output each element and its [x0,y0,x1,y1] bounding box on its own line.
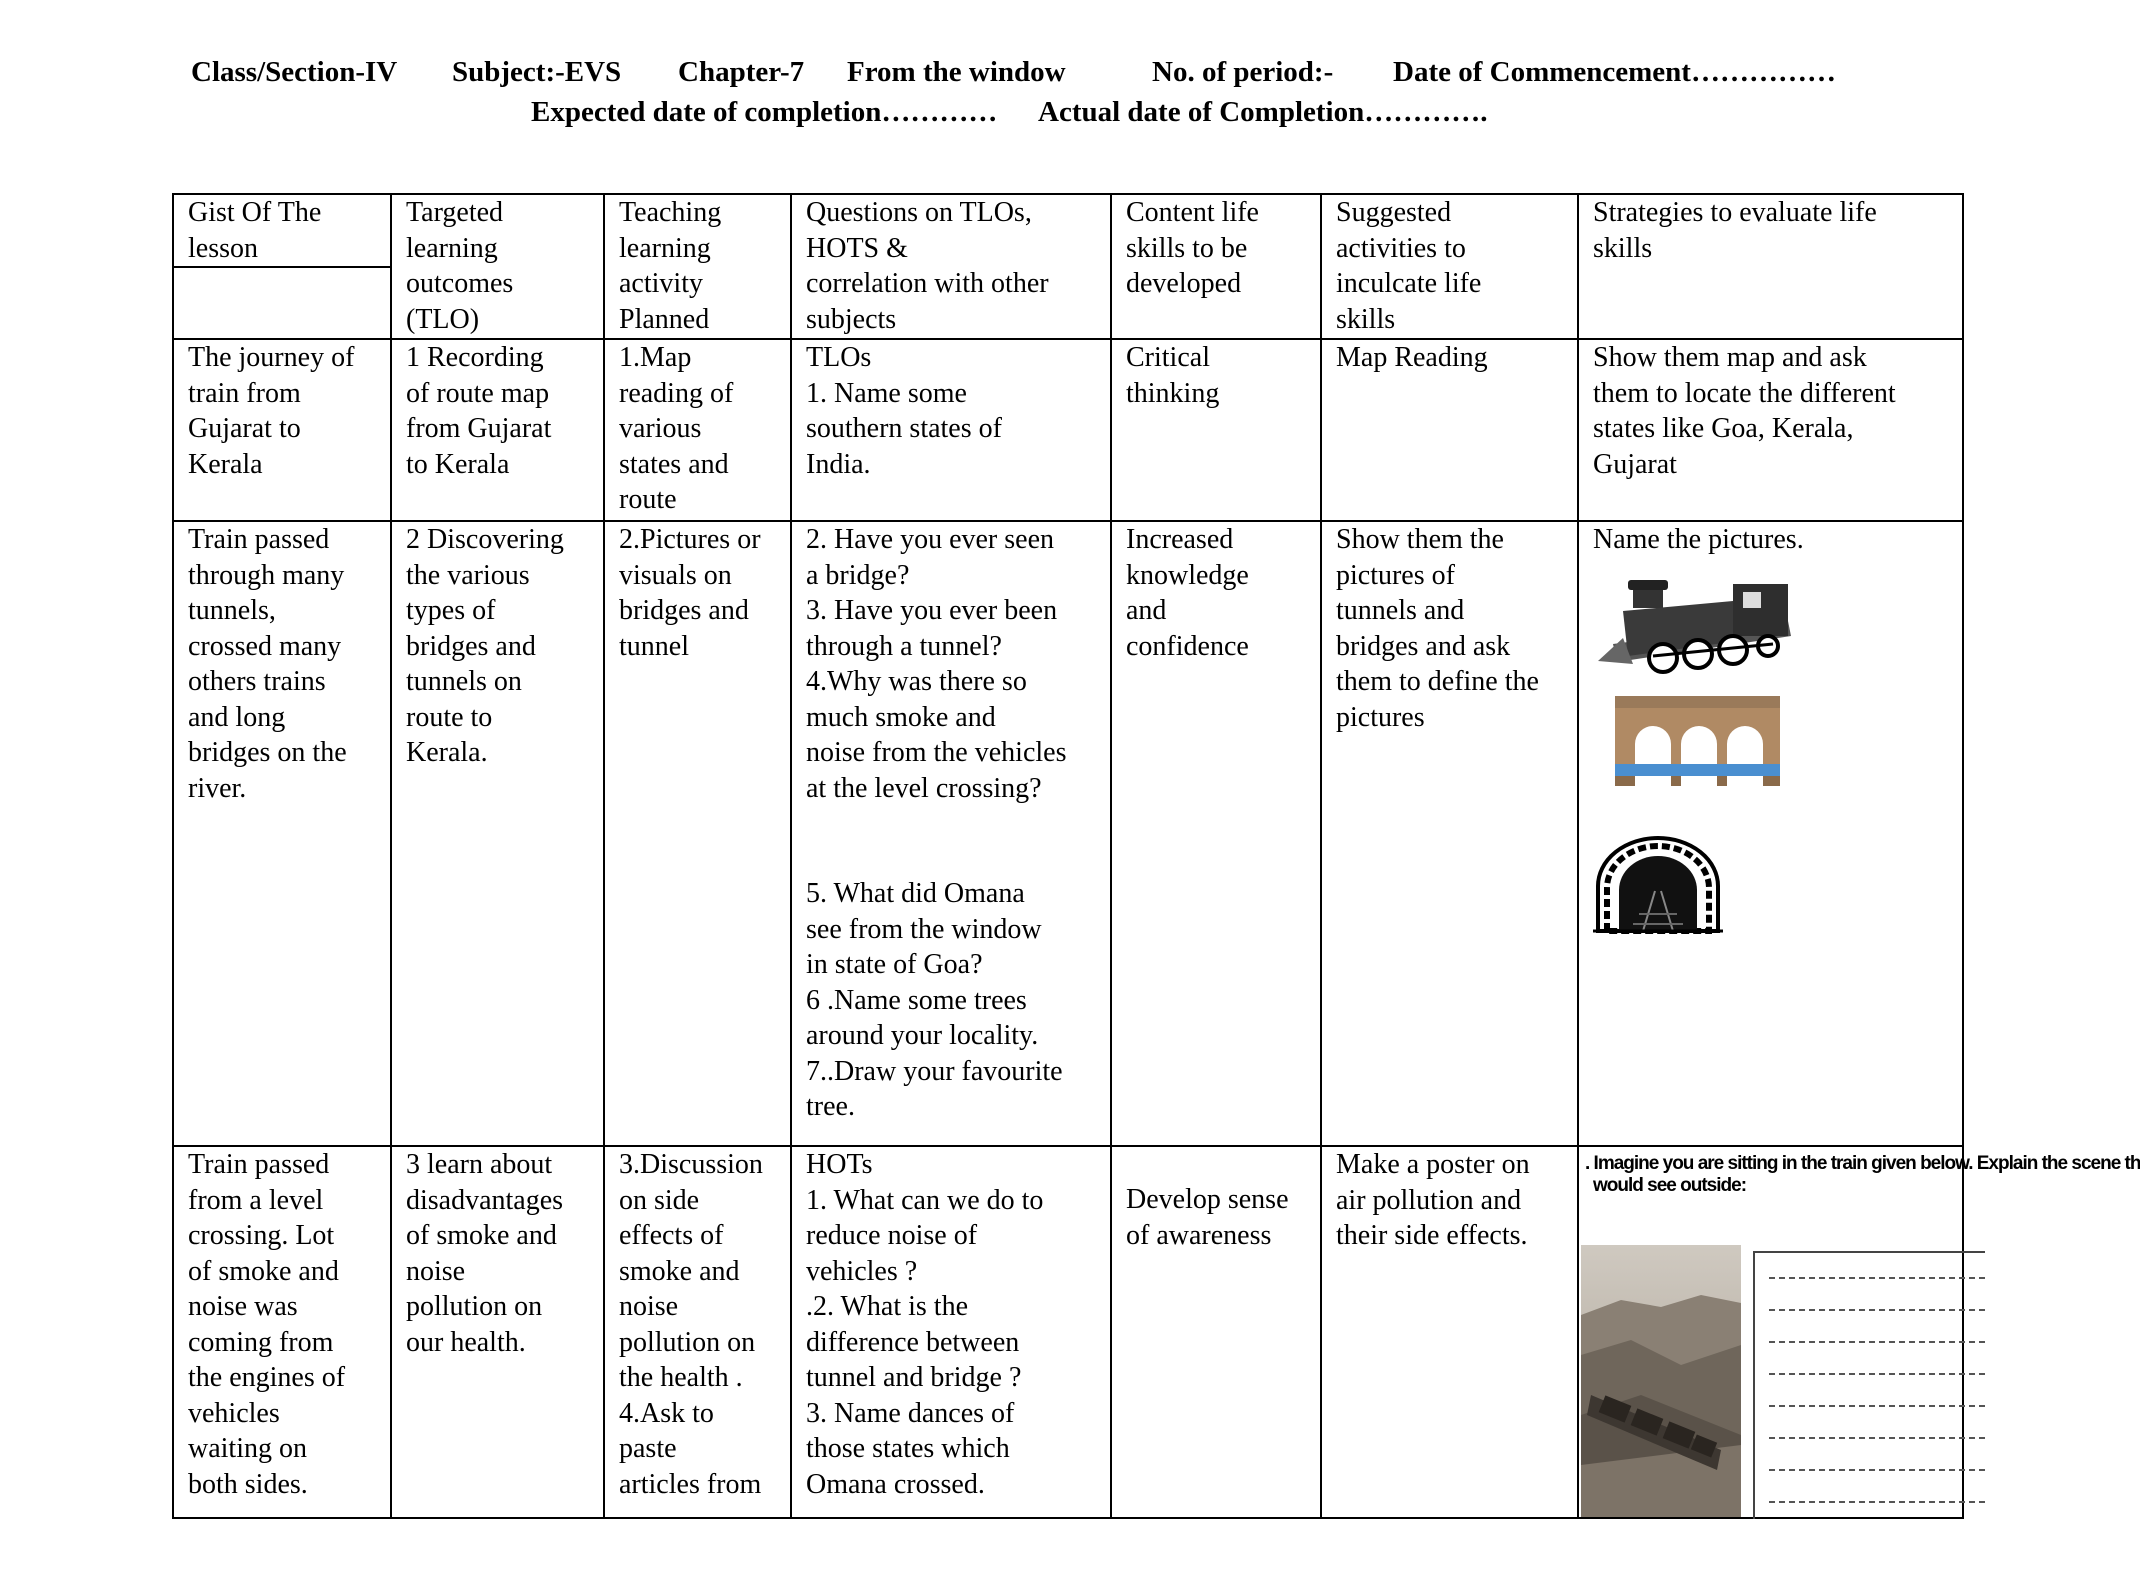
questions-cell: HOTs 1. What can we do to reduce noise of vehicles ? .2. What is the difference between tunnel and bridge ? 3. Name dances of those states which Omana crossed. [791,1146,1111,1518]
suggested-cell: Show them the pictures of tunnels and bridges and ask them to define the pictures [1321,521,1578,1146]
gist-cell: The journey of train from Gujarat to Kerala [173,339,391,521]
column-header-activity: Teaching learning activity Planned [604,194,791,339]
table-header-row [173,194,1963,339]
chapter-title: From the window [847,56,1066,88]
answer-lines [1753,1251,1985,1519]
expected-completion: Expected date of completion………… [531,96,998,128]
strategies-cell [1578,1146,2140,1518]
skills-cell: Increased knowledge and confidence [1111,521,1321,1146]
worksheet-instruction-cont: would see outside: [1593,1175,1747,1196]
suggested-cell: Map Reading [1321,339,1578,521]
lesson-plan-table [172,193,2140,1519]
column-header-suggested: Suggested activities to inculcate life skills [1321,194,1578,339]
railway-tunnel-icon [1593,836,1948,944]
table-row [173,1146,1963,1518]
strategies-cell: Show them map and ask them to locate the different states like Goa, Kerala, Gujarat [1578,339,1963,521]
table-row [173,521,1963,1146]
subject: Subject:-EVS [452,56,622,88]
strategies-cell: Name the pictures. [1578,521,1963,1146]
date-of-commencement: Date of Commencement…………… [1393,56,1836,88]
questions-cell: TLOs 1. Name some southern states of India. [791,339,1111,521]
gist-sub-divider [174,266,390,338]
column-header-gist: Gist Of The lesson [173,194,391,339]
number-of-periods: No. of period:- [1152,56,1334,88]
activity-cell: 2.Pictures or visuals on bridges and tunnel [604,521,791,1146]
header-line-2 [0,96,2048,132]
tlo-cell: 1 Recording of route map from Gujarat to Kerala [391,339,604,521]
column-header-tlo: Targeted learning outcomes (TLO) [391,194,604,339]
column-header-skills: Content life skills to be developed [1111,194,1321,339]
worksheet-snippet [1581,1147,2140,1517]
table-row [173,339,1963,521]
tlo-cell: 3 learn about disadvantages of smoke and noise pollution on our health. [391,1146,604,1518]
activity-cell: 1.Map reading of various states and route [604,339,791,521]
worksheet-instruction: . Imagine you are sitting in the train given below. Explain the scene th [1585,1153,2140,1174]
train-on-hillside-photo [1581,1245,1741,1517]
arch-bridge-icon [1615,696,1948,796]
class-section: Class/Section-IV [191,56,398,88]
actual-completion: Actual date of Completion…………. [1038,96,1488,128]
gist-cell: Train passed from a level crossing. Lot of smoke and noise was coming from the engines of vehicles waiting on both sides. [173,1146,391,1518]
skills-cell: Critical thinking [1111,339,1321,521]
skills-cell: Develop sense of awareness [1111,1146,1321,1518]
activity-cell: 3.Discussion on side effects of smoke and noise pollution on the health . 4.Ask to paste articles from [604,1146,791,1518]
column-header-questions: Questions on TLOs, HOTS & correlation with other subjects [791,194,1111,339]
tlo-cell: 2 Discovering the various types of bridges and tunnels on route to Kerala. [391,521,604,1146]
chapter: Chapter-7 [678,56,805,88]
questions-cell: 2. Have you ever seen a bridge? 3. Have you ever been through a tunnel? 4.Why was there so much smoke and noise from the vehicles at the level crossing? 5. What did Omana see from the window in state of Goa? 6 .Name some trees around your locality. 7..Draw your favourite tree. [791,521,1111,1146]
column-header-strategies: Strategies to evaluate life skills [1578,194,1963,339]
suggested-cell: Make a poster on air pollution and their side effects. [1321,1146,1578,1518]
header-line-1 [0,56,2048,92]
gist-cell: Train passed through many tunnels, crossed many others trains and long bridges on the river. [173,521,391,1146]
steam-locomotive-icon [1593,566,1948,691]
